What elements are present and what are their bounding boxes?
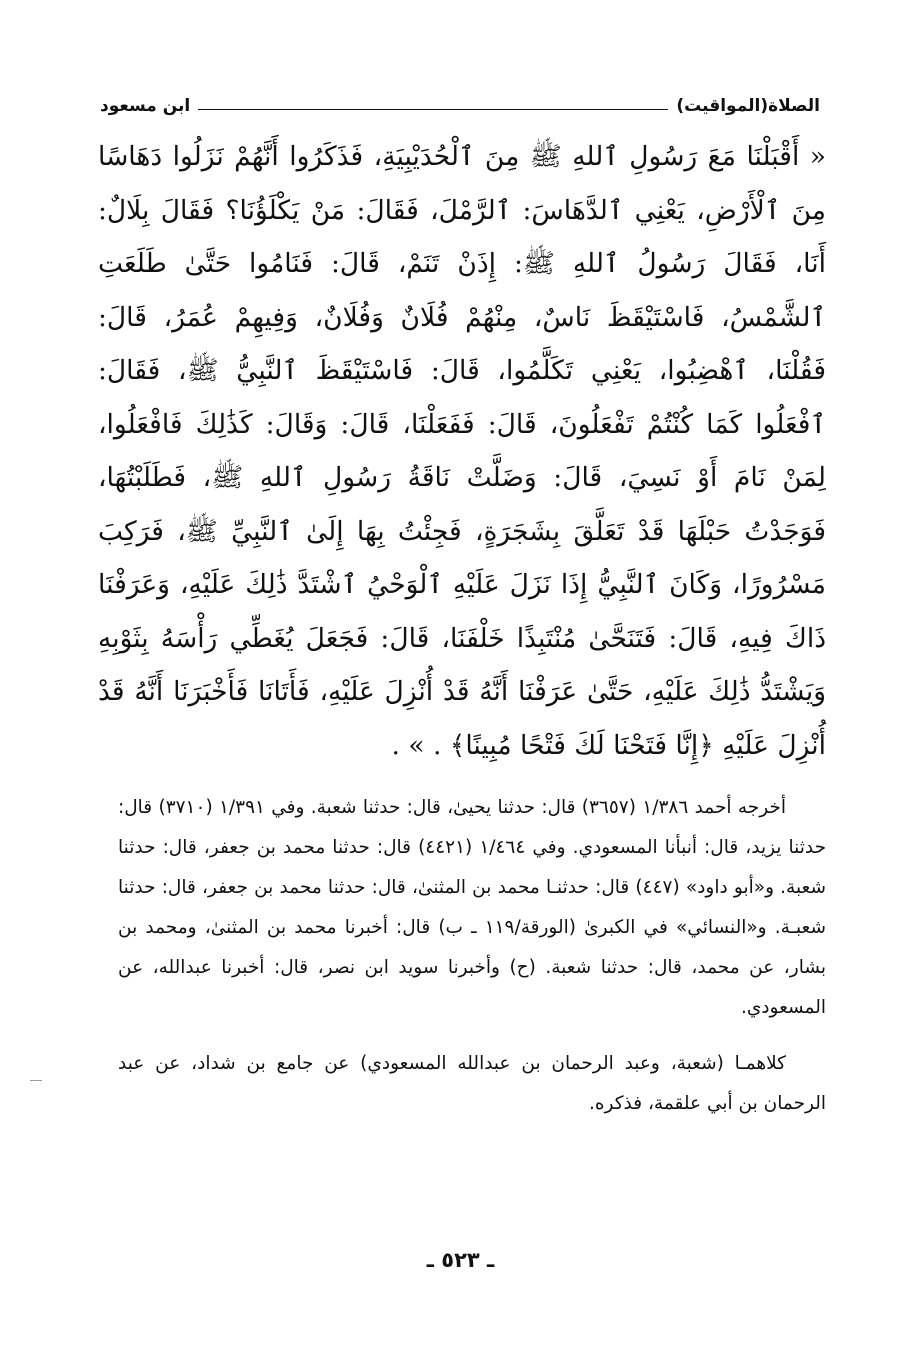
running-header [100,92,820,120]
takhrij-paragraph-2: كلاهمـا (شعبة، وعبد الرحمان بن عبدالله المسعودي) عن جامع بن شداد، عن عبد الرحمان بن أبي علقمة، فذكره. [118,1053,826,1114]
header-rule [198,109,668,110]
chapter-title: الصلاة(المواقيت) [676,96,820,116]
page-number: ـ ٥٢٣ ـ [426,1248,495,1272]
margin-mark [30,1080,42,1081]
hadith-text: « أَقْبَلْنَا مَعَ رَسُولِ ٱللهِ ﷺ مِنَ ٱلْحُدَيْبِيَةِ، فَذَكَرُوا أَنَّهُمْ نَزَلُوا دَهَاسًا مِنَ ٱلْأَرْضِ، يَعْنِي ٱلدَّهَاسَ: ٱلرَّمْلَ، فَقَالَ: مَنْ يَكْلَؤُنَا؟ فَقَالَ بِلَالٌ: أَنَا، فَقَالَ رَسُولُ ٱللهِ ﷺ: إِذَنْ تَنَمْ، قَالَ: فَنَامُوا حَتَّىٰ طَلَعَتِ ٱلشَّمْسُ، فَاسْتَيْقَظَ نَاسٌ، مِنْهُمْ فُلَانٌ وَفُلَانٌ، وَفِيهِمْ عُمَرُ، قَالَ: فَقُلْنَا، ٱهْضِبُوا، يَعْنِي تَكَلَّمُوا، قَالَ: فَاسْتَيْقَظَ ٱلنَّبِيُّ ﷺ، فَقَالَ: ٱفْعَلُوا كَمَا كُنْتُمْ تَفْعَلُونَ، قَالَ: فَفَعَلْنَا، قَالَ: وَقَالَ: كَذَٰلِكَ فَافْعَلُوا، لِمَنْ نَامَ أَوْ نَسِيَ، قَالَ: وَضَلَّتْ نَاقَةُ رَسُولِ ٱللهِ ﷺ، فَطَلَبْتُهَا، فَوَجَدْتُ حَبْلَهَا قَدْ تَعَلَّقَ بِشَجَرَةٍ، فَجِئْتُ بِهَا إِلَىٰ ٱلنَّبِيِّ ﷺ، فَرَكِبَ مَسْرُورًا، وَكَانَ ٱلنَّبِيُّ إِذَا نَزَلَ عَلَيْهِ ٱلْوَحْيُ ٱشْتَدَّ ذَٰلِكَ عَلَيْهِ، وَعَرَفْنَا ذَاكَ فِيهِ، قَالَ: فَتَنَحَّىٰ مُنْتَبِذًا خَلْفَنَا، قَالَ: فَجَعَلَ يُغَطِّي رَأْسَهُ بِثَوْبِهِ وَيَشْتَدُّ ذَٰلِكَ عَلَيْهِ، حَتَّىٰ عَرَفْنَا أَنَّهُ قَدْ أُنْزِلَ عَلَيْهِ، فَأَتَانَا فَأَخْبَرَنَا أَنَّهُ قَدْ أُنْزِلَ عَلَيْهِ ﴿إِنَّا فَتَحْنَا لَكَ فَتْحًا مُبِينًا﴾ . » . [98,141,826,761]
takhrij-section [118,788,826,1124]
takhrij-paragraph-1: أخرجه أحمد ١/٣٨٦ (٣٦٥٧) قال: حدثنا يحيىٰ، قال: حدثنا شعبة. وفي ١/٣٩١ (٣٧١٠) قال: حدثنا يزيد، قال: أنبأنا المسعودي. وفي ١/٤٦٤ (٤٤٢١) قال: حدثنا محمد بن جعفر، قال: حدثنا شعبة. و«أبو داود» (٤٤٧) قال: حدثنـا محمد بن المثنىٰ، قال: حدثنا محمد بن جعفر، قال: حدثنا شعبـة. و«النسائي» في الكبرىٰ (الورقة/١١٩ ـ ب) قال: أخبرنا محمد بن المثنىٰ، ومحمد بن بشار، عن محمد، قال: حدثنا شعبة. (ح) وأخبرنا سويد ابن نصر، قال: أخبرنا عبدالله، عن المسعودي. [118,797,827,1018]
author-name: ابن مسعود [100,96,191,116]
